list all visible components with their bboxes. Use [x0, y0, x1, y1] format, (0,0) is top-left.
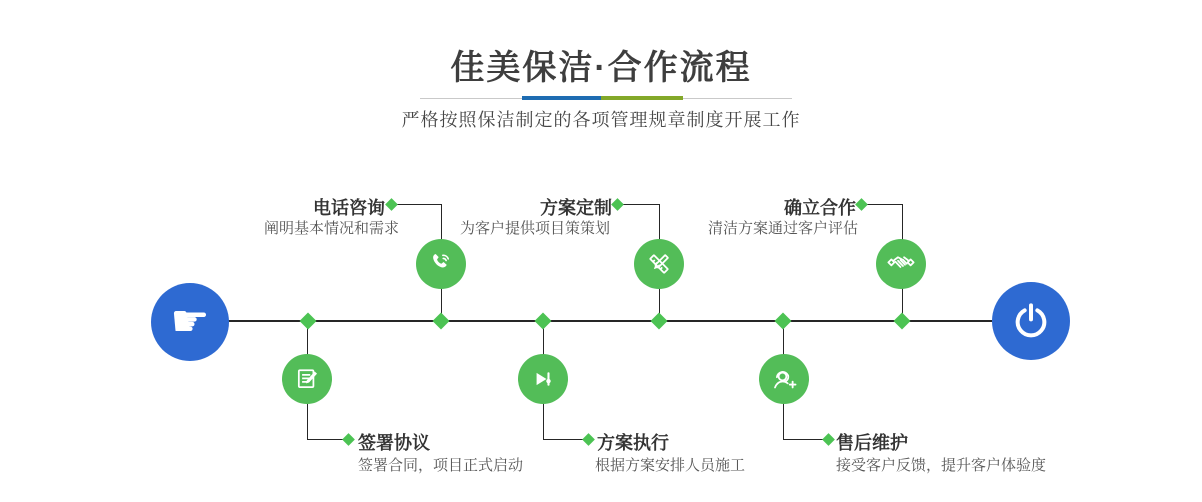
label-diamond — [385, 198, 398, 211]
headset-agent-plus-icon — [769, 364, 799, 394]
step-node-aftersale — [759, 354, 809, 404]
label-diamond — [342, 433, 355, 446]
phone-handset-icon — [427, 250, 455, 278]
step-title-aftersale: 售后维护 — [836, 433, 908, 453]
step-desc-sign: 签署合同，项目正式启动 — [358, 457, 524, 474]
step-node-phone — [416, 239, 466, 289]
power-icon — [1011, 301, 1051, 341]
step-desc-execute: 根据方案安排人员施工 — [595, 457, 746, 474]
step-title-confirm: 确立合作 — [784, 198, 856, 218]
step-desc-aftersale: 接受客户反馈，提升客户体验度 — [836, 457, 1047, 474]
pointing-hand-icon: ☛ — [170, 296, 210, 347]
page-subtitle: 严格按照保洁制定的各项管理规章制度开展工作 — [401, 110, 801, 130]
step-node-confirm — [876, 239, 926, 289]
page-title: 佳美保洁·合作流程 — [450, 49, 752, 87]
play-forward-icon — [529, 365, 557, 393]
elbow-phone — [391, 204, 441, 205]
end-node — [992, 282, 1070, 360]
step-node-sign — [282, 354, 332, 404]
junction-diamond — [775, 313, 792, 330]
step-title-execute: 方案执行 — [597, 433, 669, 453]
title-divider-green-segment — [601, 96, 683, 100]
step-node-execute — [518, 354, 568, 404]
timeline-main-line — [228, 320, 992, 322]
label-diamond — [822, 433, 835, 446]
junction-diamond — [300, 313, 317, 330]
step-desc-phone: 阐明基本情况和需求 — [263, 220, 399, 237]
step-desc-plan: 为客户提供项目策策划 — [459, 220, 610, 237]
step-title-plan: 方案定制 — [540, 198, 612, 218]
junction-diamond — [535, 313, 552, 330]
label-diamond — [855, 198, 868, 211]
junction-diamond — [651, 313, 668, 330]
junction-diamond — [433, 313, 450, 330]
step-node-plan — [634, 239, 684, 289]
pencil-ruler-icon — [645, 250, 673, 278]
step-title-phone: 电话咨询 — [313, 198, 385, 218]
start-node — [151, 283, 229, 361]
step-title-sign: 签署协议 — [358, 433, 430, 453]
title-divider-blue-segment — [522, 96, 601, 100]
label-diamond — [582, 433, 595, 446]
junction-diamond — [894, 313, 911, 330]
document-pen-icon — [293, 365, 321, 393]
label-diamond — [611, 198, 624, 211]
step-desc-confirm: 清洁方案通过客户评估 — [707, 220, 858, 237]
handshake-icon — [886, 249, 916, 279]
